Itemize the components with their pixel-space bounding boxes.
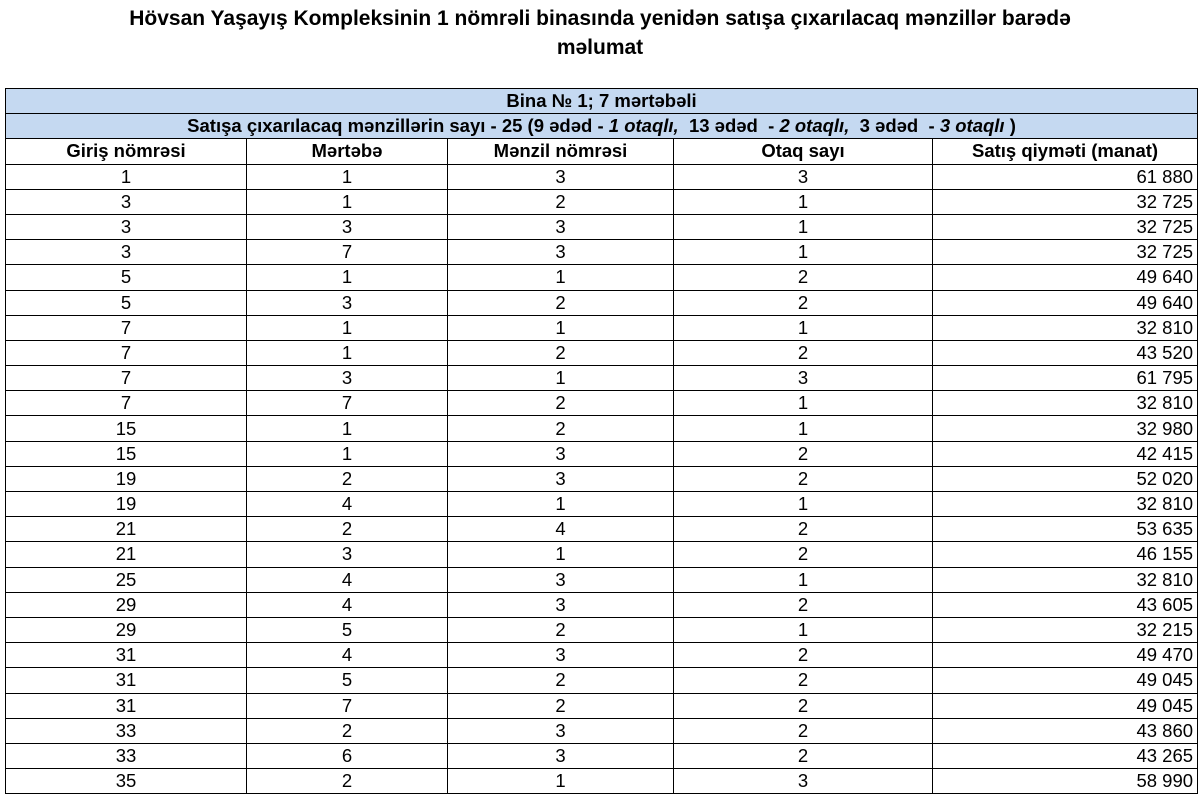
cell-price: 43 520 (933, 340, 1198, 365)
cell-price: 42 415 (933, 441, 1198, 466)
cell-price: 32 810 (933, 315, 1198, 340)
building-info: Bina № 1; 7 mərtəbəli (6, 89, 1198, 114)
cell-rooms: 2 (674, 265, 933, 290)
cell-floor: 2 (247, 517, 448, 542)
cell-apartment: 1 (448, 769, 674, 794)
cell-entrance: 3 (6, 214, 247, 239)
summary-prefix: Satışa çıxarılacaq mənzillərin sayı - 25 (9 ədəd - (187, 115, 609, 137)
cell-entrance: 5 (6, 265, 247, 290)
cell-apartment: 2 (448, 391, 674, 416)
table-row (6, 542, 1198, 567)
summary-suffix: ) (1004, 115, 1016, 137)
summary-row (6, 114, 1198, 139)
cell-rooms: 1 (674, 240, 933, 265)
cell-apartment: 3 (448, 592, 674, 617)
cell-entrance: 7 (6, 315, 247, 340)
cell-price: 32 725 (933, 189, 1198, 214)
cell-entrance: 29 (6, 592, 247, 617)
apartments-table (5, 88, 1198, 794)
cell-price: 61 795 (933, 366, 1198, 391)
table-row (6, 668, 1198, 693)
cell-entrance: 31 (6, 668, 247, 693)
cell-apartment: 2 (448, 340, 674, 365)
cell-price: 32 810 (933, 391, 1198, 416)
table-row (6, 592, 1198, 617)
cell-rooms: 2 (674, 592, 933, 617)
cell-rooms: 2 (674, 542, 933, 567)
cell-rooms: 1 (674, 391, 933, 416)
cell-floor: 3 (247, 290, 448, 315)
title-line-2: məlumat (556, 36, 644, 59)
table-row (6, 567, 1198, 592)
table-row (6, 265, 1198, 290)
cell-rooms: 1 (674, 492, 933, 517)
cell-apartment: 3 (448, 743, 674, 768)
cell-price: 32 215 (933, 617, 1198, 642)
table-row (6, 769, 1198, 794)
cell-floor: 1 (247, 315, 448, 340)
cell-price: 49 640 (933, 290, 1198, 315)
table-row (6, 366, 1198, 391)
cell-entrance: 31 (6, 693, 247, 718)
cell-apartment: 2 (448, 668, 674, 693)
cell-apartment: 1 (448, 265, 674, 290)
cell-floor: 2 (247, 466, 448, 491)
cell-rooms: 2 (674, 643, 933, 668)
cell-apartment: 4 (448, 517, 674, 542)
cell-rooms: 2 (674, 517, 933, 542)
cell-floor: 6 (247, 743, 448, 768)
cell-floor: 4 (247, 592, 448, 617)
cell-floor: 1 (247, 340, 448, 365)
cell-entrance: 29 (6, 617, 247, 642)
cell-entrance: 19 (6, 466, 247, 491)
summary-one-room: 1 otaqlı, (608, 115, 679, 137)
table-row (6, 391, 1198, 416)
cell-entrance: 19 (6, 492, 247, 517)
cell-rooms: 2 (674, 466, 933, 491)
table-row (6, 517, 1198, 542)
table-row (6, 315, 1198, 340)
cell-apartment: 3 (448, 214, 674, 239)
table-row (6, 164, 1198, 189)
cell-price: 32 725 (933, 240, 1198, 265)
cell-price: 46 155 (933, 542, 1198, 567)
cell-price: 43 265 (933, 743, 1198, 768)
cell-entrance: 3 (6, 240, 247, 265)
summary-mid-1: 13 ədəd - (678, 115, 780, 137)
table-row (6, 617, 1198, 642)
cell-entrance: 25 (6, 567, 247, 592)
cell-rooms: 2 (674, 340, 933, 365)
col-header-entrance: Giriş nömrəsi (6, 139, 247, 164)
cell-entrance: 15 (6, 441, 247, 466)
building-row (6, 89, 1198, 114)
cell-price: 32 725 (933, 214, 1198, 239)
cell-floor: 5 (247, 668, 448, 693)
col-header-apartment: Mənzil nömrəsi (448, 139, 674, 164)
cell-rooms: 3 (674, 769, 933, 794)
cell-floor: 7 (247, 240, 448, 265)
cell-price: 49 045 (933, 668, 1198, 693)
cell-floor: 3 (247, 214, 448, 239)
cell-rooms: 2 (674, 668, 933, 693)
cell-rooms: 1 (674, 567, 933, 592)
cell-rooms: 2 (674, 743, 933, 768)
cell-apartment: 2 (448, 416, 674, 441)
cell-price: 58 990 (933, 769, 1198, 794)
column-header-row (6, 139, 1198, 164)
cell-rooms: 3 (674, 164, 933, 189)
cell-price: 43 860 (933, 718, 1198, 743)
cell-rooms: 1 (674, 617, 933, 642)
table-row (6, 189, 1198, 214)
cell-rooms: 2 (674, 718, 933, 743)
cell-floor: 1 (247, 265, 448, 290)
cell-price: 49 045 (933, 693, 1198, 718)
cell-floor: 1 (247, 164, 448, 189)
table-row (6, 240, 1198, 265)
cell-price: 32 810 (933, 567, 1198, 592)
cell-floor: 3 (247, 366, 448, 391)
cell-entrance: 33 (6, 718, 247, 743)
page-title (0, 4, 1200, 62)
table-row (6, 693, 1198, 718)
cell-apartment: 1 (448, 366, 674, 391)
cell-apartment: 2 (448, 189, 674, 214)
cell-rooms: 1 (674, 189, 933, 214)
cell-entrance: 15 (6, 416, 247, 441)
cell-apartment: 3 (448, 441, 674, 466)
cell-apartment: 3 (448, 567, 674, 592)
col-header-rooms: Otaq sayı (674, 139, 933, 164)
title-line-1: Hövsan Yaşayış Kompleksinin 1 nömrəli binasında yenidən satışa çıxarılacaq mənzillər barədə (129, 7, 1071, 30)
cell-apartment: 3 (448, 643, 674, 668)
col-header-price: Satış qiyməti (manat) (933, 139, 1198, 164)
cell-entrance: 5 (6, 290, 247, 315)
cell-floor: 4 (247, 643, 448, 668)
cell-floor: 3 (247, 542, 448, 567)
cell-rooms: 2 (674, 693, 933, 718)
cell-apartment: 3 (448, 240, 674, 265)
cell-entrance: 7 (6, 340, 247, 365)
table-row (6, 492, 1198, 517)
cell-rooms: 1 (674, 214, 933, 239)
cell-entrance: 7 (6, 391, 247, 416)
table-row (6, 466, 1198, 491)
cell-apartment: 2 (448, 290, 674, 315)
table-row (6, 290, 1198, 315)
cell-apartment: 1 (448, 315, 674, 340)
cell-floor: 7 (247, 693, 448, 718)
table-row (6, 416, 1198, 441)
cell-floor: 4 (247, 492, 448, 517)
cell-entrance: 1 (6, 164, 247, 189)
table-row (6, 441, 1198, 466)
cell-apartment: 1 (448, 542, 674, 567)
cell-apartment: 2 (448, 693, 674, 718)
cell-rooms: 1 (674, 416, 933, 441)
table-row (6, 718, 1198, 743)
cell-rooms: 2 (674, 441, 933, 466)
cell-price: 32 980 (933, 416, 1198, 441)
table-row (6, 340, 1198, 365)
cell-apartment: 3 (448, 718, 674, 743)
table-row (6, 743, 1198, 768)
cell-floor: 4 (247, 567, 448, 592)
cell-floor: 1 (247, 441, 448, 466)
cell-entrance: 35 (6, 769, 247, 794)
cell-entrance: 3 (6, 189, 247, 214)
cell-entrance: 31 (6, 643, 247, 668)
summary-three-room: 3 otaqlı (939, 115, 1005, 137)
cell-apartment: 3 (448, 466, 674, 491)
cell-price: 49 640 (933, 265, 1198, 290)
cell-entrance: 33 (6, 743, 247, 768)
cell-floor: 1 (247, 416, 448, 441)
cell-apartment: 2 (448, 617, 674, 642)
cell-entrance: 7 (6, 366, 247, 391)
cell-entrance: 21 (6, 517, 247, 542)
cell-floor: 7 (247, 391, 448, 416)
cell-apartment: 1 (448, 492, 674, 517)
apartment-count-summary (6, 114, 1198, 139)
cell-floor: 2 (247, 718, 448, 743)
cell-entrance: 21 (6, 542, 247, 567)
col-header-floor: Mərtəbə (247, 139, 448, 164)
cell-price: 53 635 (933, 517, 1198, 542)
cell-floor: 5 (247, 617, 448, 642)
table-row (6, 214, 1198, 239)
cell-floor: 1 (247, 189, 448, 214)
table-row (6, 643, 1198, 668)
cell-price: 43 605 (933, 592, 1198, 617)
cell-price: 52 020 (933, 466, 1198, 491)
cell-floor: 2 (247, 769, 448, 794)
cell-price: 61 880 (933, 164, 1198, 189)
cell-apartment: 3 (448, 164, 674, 189)
cell-rooms: 2 (674, 290, 933, 315)
summary-mid-2: 3 ədəd - (849, 115, 940, 137)
cell-rooms: 1 (674, 315, 933, 340)
cell-price: 32 810 (933, 492, 1198, 517)
cell-rooms: 3 (674, 366, 933, 391)
cell-price: 49 470 (933, 643, 1198, 668)
summary-two-room: 2 otaqlı, (779, 115, 850, 137)
